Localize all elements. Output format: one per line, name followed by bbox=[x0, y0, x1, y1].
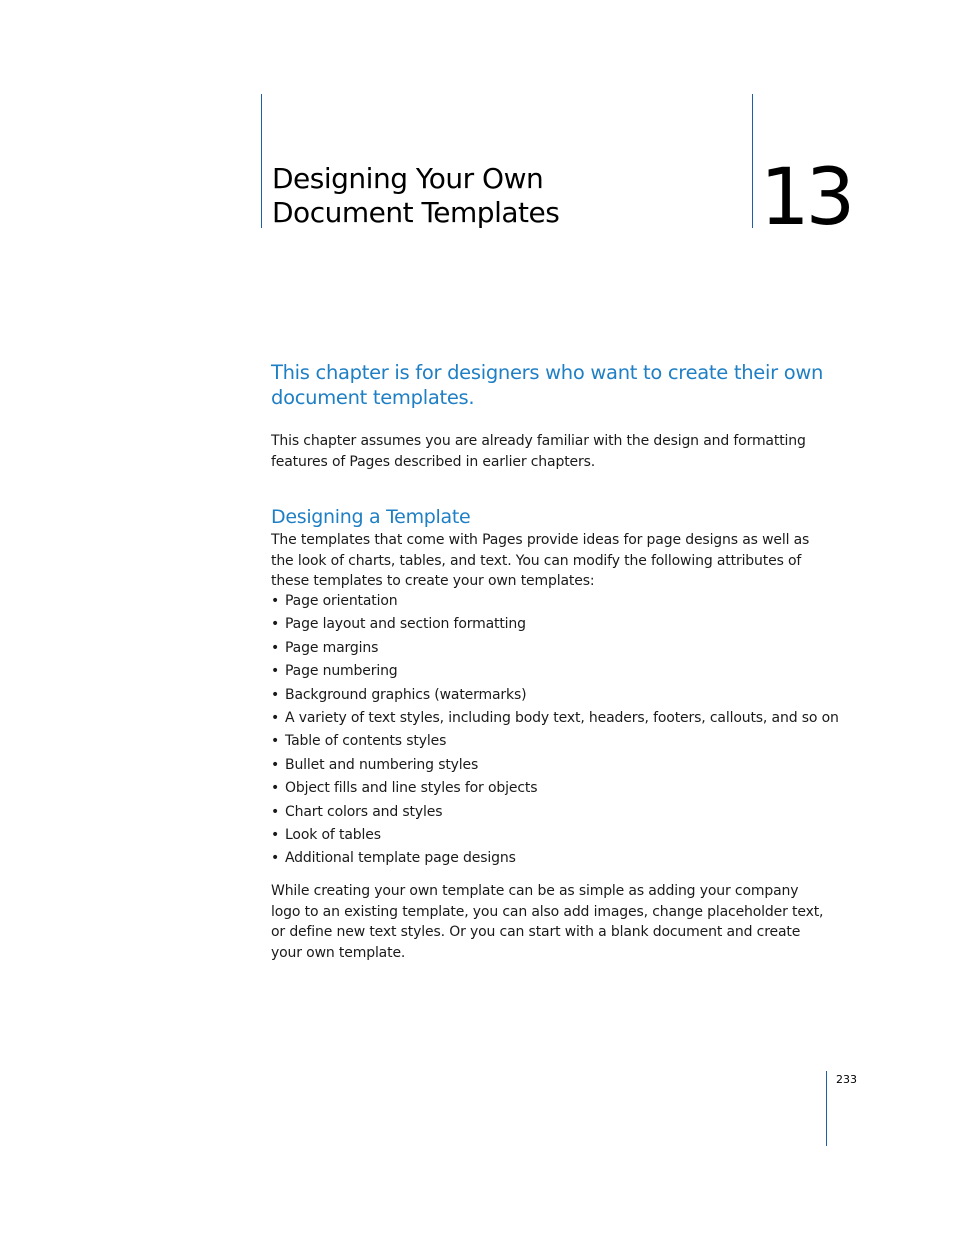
bullet-glyph: • bbox=[271, 756, 280, 773]
footer-rule bbox=[826, 1071, 827, 1146]
list-item bbox=[271, 637, 831, 660]
chapter-intro: This chapter is for designers who want to create their own document templates. bbox=[271, 361, 824, 409]
assumptions-paragraph: This chapter assumes you are already familiar with the design and formatting features of Pages described in earlier chapters. bbox=[271, 433, 806, 470]
bullet-glyph: • bbox=[271, 663, 280, 680]
bullet-glyph: • bbox=[271, 780, 280, 797]
list-item bbox=[271, 754, 831, 777]
bullet-glyph: • bbox=[271, 733, 280, 750]
list-item-text: Bullet and numbering styles bbox=[285, 756, 479, 773]
chapter-title-line-1: Designing Your Own bbox=[272, 162, 544, 195]
list-item bbox=[271, 590, 831, 613]
bullet-glyph: • bbox=[271, 593, 280, 609]
list-item-text: Page numbering bbox=[285, 663, 398, 680]
list-item-text: Object fills and line styles for objects bbox=[285, 780, 538, 797]
section-paragraph: The templates that come with Pages provide ideas for page designs as well as the look of charts, tables, and text. You can modify the following attributes of these templates to create your own templates: bbox=[271, 532, 810, 589]
list-item bbox=[271, 613, 831, 636]
list-item-text: Table of contents styles bbox=[285, 733, 447, 750]
list-item bbox=[271, 660, 831, 683]
bullet-glyph: • bbox=[271, 709, 280, 726]
bullet-glyph: • bbox=[271, 616, 280, 633]
bullet-glyph: • bbox=[271, 686, 280, 703]
bullet-glyph: • bbox=[271, 826, 280, 843]
chapter-title bbox=[272, 162, 732, 230]
bullet-glyph: • bbox=[271, 850, 280, 867]
page-number: 233 bbox=[836, 1073, 857, 1086]
closing-paragraph: While creating your own template can be as simple as adding your company logo to an existing template, you can also add images, change placeholder text, or define new text styles. Or you can start with a blank document and create your own template. bbox=[271, 883, 824, 961]
section-heading: Designing a Template bbox=[271, 506, 471, 528]
list-item-text: Additional template page designs bbox=[285, 850, 516, 867]
list-item-text: Page orientation bbox=[285, 593, 398, 609]
list-item-text: Page margins bbox=[285, 639, 379, 656]
list-item-text: A variety of text styles, including body text, headers, footers, callouts, and so on bbox=[285, 709, 839, 726]
list-item bbox=[271, 824, 831, 847]
chapter-number: 13 bbox=[760, 153, 852, 243]
chapter-rule-left bbox=[261, 94, 262, 228]
bullet-glyph: • bbox=[271, 803, 280, 820]
list-item-text: Chart colors and styles bbox=[285, 803, 443, 820]
list-item bbox=[271, 730, 831, 753]
list-item bbox=[271, 684, 831, 707]
list-item bbox=[271, 777, 831, 800]
attribute-list bbox=[271, 590, 839, 871]
chapter-title-line-2: Document Templates bbox=[272, 196, 560, 229]
bullet-glyph: • bbox=[271, 639, 280, 656]
list-item-text: Look of tables bbox=[285, 826, 381, 843]
list-item bbox=[271, 847, 831, 870]
list-item-text: Background graphics (watermarks) bbox=[285, 686, 527, 703]
list-item-text: Page layout and section formatting bbox=[285, 616, 526, 633]
list-item bbox=[271, 801, 831, 824]
list-item bbox=[271, 707, 839, 730]
chapter-rule-right bbox=[752, 94, 753, 228]
